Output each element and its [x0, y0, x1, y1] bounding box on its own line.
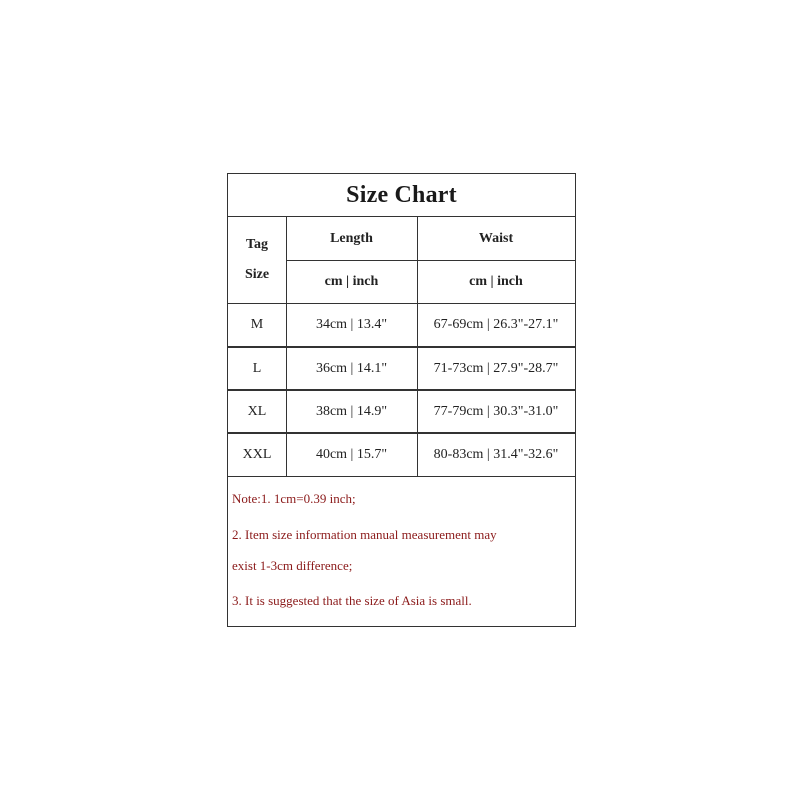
note-line-4: 3. It is suggested that the size of Asia is small. — [232, 593, 472, 608]
tag-size-header-line1: Tag — [245, 237, 269, 252]
table-row-waist: 77-79cm | 30.3"-31.0" — [433, 403, 559, 419]
size-chart — [227, 173, 576, 627]
length-header: Length — [330, 230, 373, 246]
table-bottom-divider — [228, 476, 575, 477]
waist-units-header: cm | inch — [469, 274, 523, 289]
table-row-size: M — [250, 317, 264, 332]
note-line-2: 2. Item size information manual measurement may — [232, 527, 497, 542]
table-row-length: 38cm | 14.9" — [315, 403, 388, 419]
table-row-size: XL — [247, 403, 267, 419]
length-units-header: cm | inch — [324, 274, 379, 289]
table-row-length: 36cm | 14.1" — [315, 360, 388, 376]
tag-size-header — [228, 217, 286, 303]
table-row-waist: 67-69cm | 26.3"-27.1" — [433, 317, 559, 332]
chart-title: Size Chart — [228, 174, 575, 217]
note-line-3: exist 1-3cm difference; — [232, 558, 353, 573]
table-row-waist: 80-83cm | 31.4"-32.6" — [433, 447, 559, 462]
table-row-length: 34cm | 13.4" — [315, 317, 388, 332]
tag-size-header-line2: Size — [244, 267, 270, 282]
table-row-size: XXL — [242, 447, 272, 462]
table-row-waist: 71-73cm | 27.9"-28.7" — [433, 360, 559, 376]
note-line-1: Note:1. 1cm=0.39 inch; — [232, 491, 356, 506]
units-divider — [286, 260, 575, 261]
table-row-size: L — [252, 360, 262, 376]
waist-header: Waist — [478, 230, 514, 246]
table-row-length: 40cm | 15.7" — [315, 447, 388, 462]
